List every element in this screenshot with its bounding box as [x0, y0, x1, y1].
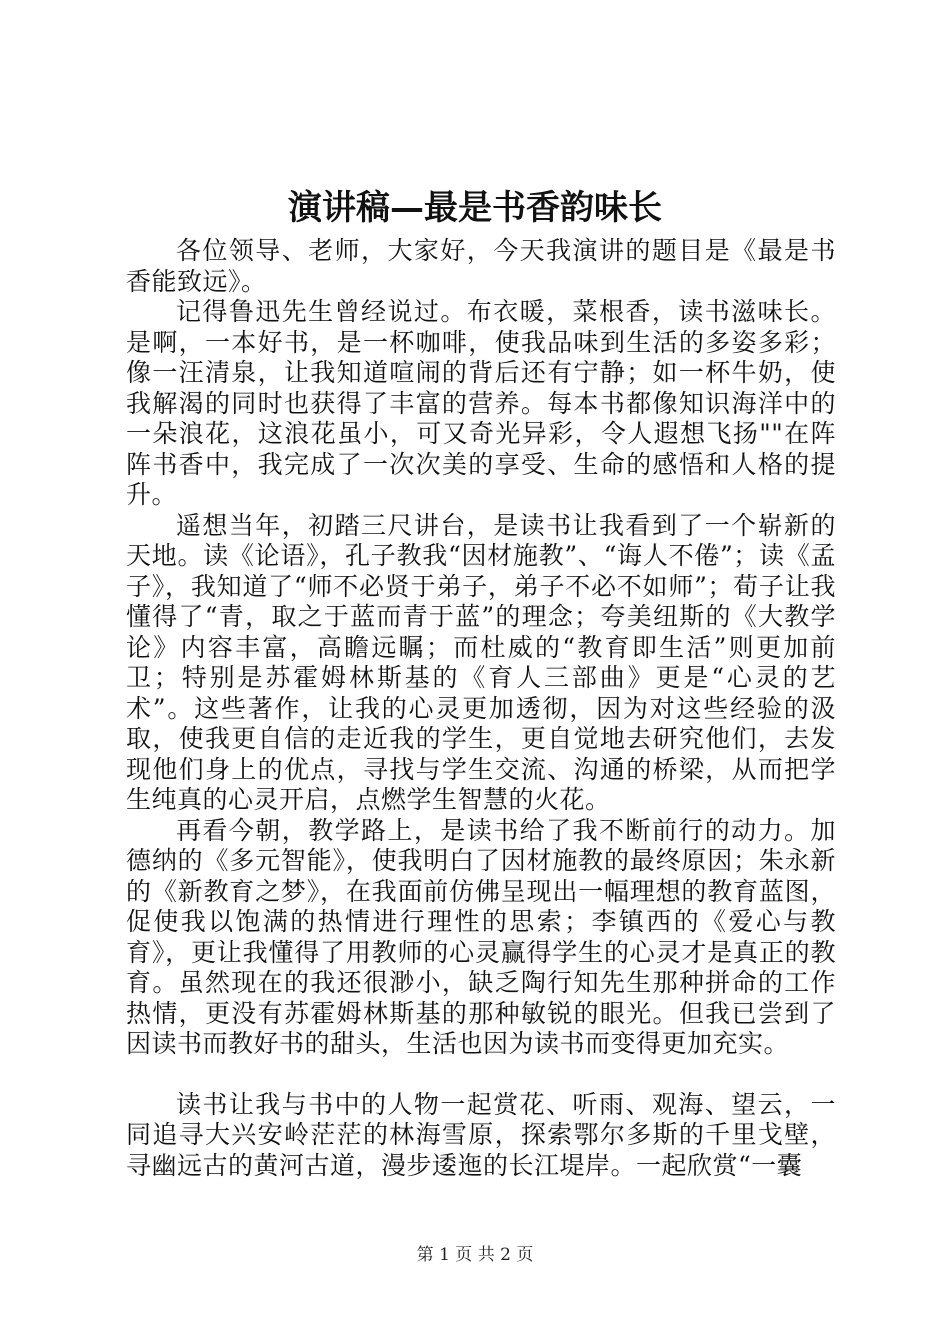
- paragraph-recollection: 遥想当年，初踏三尺讲台，是读书让我看到了一个崭新的天地。读《论语》，孔子教我“因材施教”、“诲人不倦”；读《孟子》，我知道了“师不必贤于弟子，弟子不必不如师”；荀子让我懂得了“青，取之于蓝而青于蓝”的理念；夸美纽斯的《大教学论》内容丰富，高瞻远瞩；而杜威的“教育即生活”则更加前卫；特别是苏霍姆林斯基的《育人三部曲》更是“心灵的艺术”。这些著作，让我的心灵更加透彻，因为对这些经验的汲取，使我更自信的走近我的学生，更自觉地去研究他们，去发现他们身上的优点，寻找与学生交流、沟通的桥梁，从而把学生纯真的心灵开启，点燃学生智慧的火花。: [126, 510, 836, 814]
- document-title: 演讲稿—最是书香韵味长: [288, 188, 662, 228]
- paragraph-spacer: [126, 1060, 836, 1090]
- paragraph-today: 再看今朝，教学路上，是读书给了我不断前行的动力。加德纳的《多元智能》，使我明白了因材施教的最终原因；朱永新的《新教育之梦》，在我面前仿佛呈现出一幅理想的教育蓝图，促使我以饱满的热情进行理性的思索；李镇西的《爱心与教育》，更让我懂得了用教师的心灵赢得学生的心灵才是真正的教育。虽然现在的我还很渺小，缺乏陶行知先生那种拼命的工作热情，更没有苏霍姆林斯基的那种敏锐的眼光。但我已尝到了因读书而教好书的甜头，生活也因为读书而变得更加充实。: [126, 815, 836, 1058]
- page-footer: 第 1 页 共 2 页: [416, 1245, 534, 1265]
- paragraph-reading-journey: 读书让我与书中的人物一起赏花、听雨、观海、望云，一同追寻大兴安岭茫茫的林海雪原，探索鄂尔多斯的千里戈壁，寻幽远古的黄河古道，漫步逶迤的长江堤岸。一起欣赏“一囊: [126, 1089, 836, 1180]
- paragraph-lu-xun: 记得鲁迅先生曾经说过。布衣暖，菜根香，读书滋味长。是啊，一本好书，是一杯咖啡，使我品味到生活的多姿多彩；像一汪清泉，让我知道喧闹的背后还有宁静；如一杯牛奶，使我解渴的同时也获得了丰富的营养。每本书都像知识海洋中的一朵浪花，这浪花虽小，可又奇光异彩，令人遐想飞扬""在阵阵书香中，我完成了一次次美的享受、生命的感悟和人格的提升。: [126, 297, 836, 509]
- document-body: [126, 236, 836, 1181]
- paragraph-greeting: 各位领导、老师，大家好，今天我演讲的题目是《最是书香能致远》。: [126, 236, 836, 296]
